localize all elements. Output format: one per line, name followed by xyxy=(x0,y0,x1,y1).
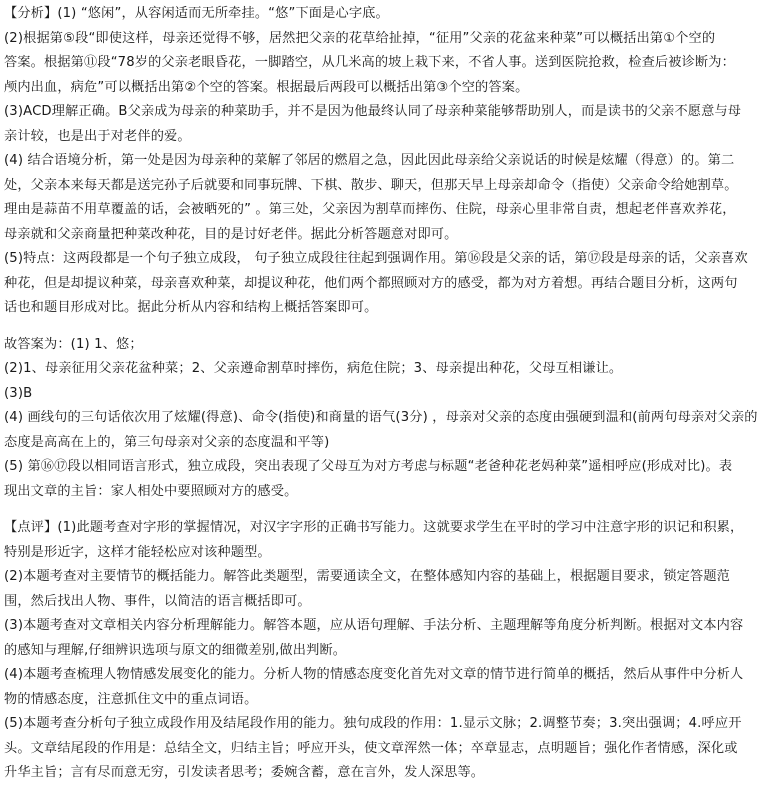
analysis-line: 话也和题目形成对比。据此分析从内容和结构上概括答案即可。 xyxy=(4,300,378,315)
answer-line: (5) 第⑯⑰段以相同语言形式，独立成段，突出表现了父母互为对方考虑与标题“老爸种花老妈种菜”遥相呼应(形成对比)。表 xyxy=(4,459,733,474)
comment-line: (5)本题考查分析句子独立成段作用及结尾段作用的能力。独句成段的作用：1.显示文脉；2.调整节奏；3.突出强调；4.呼应开 xyxy=(4,716,742,731)
analysis-line: 处，父亲本来每天都是送完孙子后就要和同事玩牌、下棋、散步、聊天，但那天早上母亲却命令（指使）父亲命令给她割草。 xyxy=(4,177,738,193)
analysis-line: 种花，但是却提议种菜，母亲喜欢种菜，却提议种花，他们两个都照顾对方的感受，都为对方着想。再结合题目分析，这两句 xyxy=(4,275,738,291)
analysis-line: 母亲就和父亲商量把种菜改种花，目的是讨好老伴。据此分析答题意对即可。 xyxy=(4,226,458,242)
answer-line: 态度是高高在上的，第三句母亲对父亲的态度温和平等) xyxy=(4,434,330,450)
analysis-line: (4) 结合语境分析，第一处是因为母亲种的菜解了邻居的燃眉之急，因此因此母亲给父亲说话的时候是炫耀（得意）的。第二 xyxy=(4,153,735,168)
comment-line: 物的情感态度，注意抓住文中的重点词语。 xyxy=(4,691,258,707)
comment-line: 升华主旨；言有尽而意无穷，引发读者思考；委婉含蓄，意在言外，发人深思等。 xyxy=(4,765,485,780)
section-spacer xyxy=(4,321,774,333)
comment-line: 头。文章结尾段的作用是：总结全文，归结主旨；呼应开头，使文章浑然一体；卒章显志，点明题旨；强化作者情感，深化或 xyxy=(4,740,738,756)
answer-line: (4) 画线句的三句话依次用了炫耀(得意)、命令(指使)和商量的语气(3分) ，母亲对父亲的态度由强硬到温和(前两句母亲对父亲的 xyxy=(4,410,758,425)
analysis-line: 颅内出血，病危”可以概括出第②个空的答案。根据最后两段可以概括出第③个空的答案。 xyxy=(4,79,529,95)
answer-line: 现出文章的主旨：家人相处中要照顾对方的感受。 xyxy=(4,483,298,499)
answer-section xyxy=(4,333,774,505)
analysis-section xyxy=(4,2,774,321)
comment-section xyxy=(4,516,774,786)
analysis-line: 亲计较，也是出于对老伴的爱。 xyxy=(4,128,191,144)
section-spacer xyxy=(4,504,774,516)
comment-line: 【点评】(1)此题考查对字形的掌握情况，对汉字字形的正确书写能力。这就要求学生在平时的学习中注意字形的识记和积累， xyxy=(4,520,744,535)
analysis-line: (5)特点：这两段都是一个句子独立成段， 句子独立成段往往起到强调作用。第⑯段是父亲的话，第⑰段是母亲的话，父亲喜欢 xyxy=(4,251,748,266)
analysis-line: 理由是蒜苗不用草覆盖的话，会被晒死的” 。第三处，父亲因为割草而摔伤、住院，母亲心里非常自责，想起老伴喜欢养花， xyxy=(4,202,736,217)
comment-line: (3)本题考查对文章相关内容分析理解能力。解答本题，应从语句理解、手法分析、主题理解等角度分析判断。根据对文本内容 xyxy=(4,618,744,633)
analysis-line: (2)根据第⑤段“即使这样，母亲还觉得不够，居然把父亲的花草给扯掉，“征用”父亲的花盆来种菜”可以概括出第①个空的 xyxy=(4,30,716,46)
analysis-line: (3)ACD理解正确。B父亲成为母亲的种菜助手，并不是因为他最终认同了母亲种菜能够帮助别人，而是读书的父亲不愿意与母 xyxy=(4,104,742,119)
answer-line: (2)1、母亲征用父亲花盆种菜；2、父亲遵命割草时摔伤，病危住院；3、母亲提出种花，父母互相谦让。 xyxy=(4,361,623,376)
comment-line: 的感知与理解,仔细辨识选项与原文的细微差别,做出判断。 xyxy=(4,642,347,658)
answer-line: (3)B xyxy=(4,385,33,401)
comment-line: (2)本题考查对主要情节的概括能力。解答此类题型，需要通读全文，在整体感知内容的基础上，根据题目要求，锁定答题范 xyxy=(4,569,731,584)
answer-line: 故答案为：(1) 1、悠； xyxy=(4,336,143,352)
comment-line: 特别是形近字，这样才能轻松应对该种题型。 xyxy=(4,544,271,560)
comment-line: (4)本题考查梳理人物情感发展变化的能力。分析人物的情感态度变化首先对文章的情节进行简单的概括，然后从事件中分析人 xyxy=(4,667,744,682)
analysis-line: 答案。根据第⑪段“78岁的父亲老眼昏花，一脚踏空，从几米高的坡上栽下来，不省人事。送到医院抢救，检查后被诊断为： xyxy=(4,55,735,70)
comment-line: 围，然后找出人物、事件，以简洁的语言概括即可。 xyxy=(4,593,311,609)
analysis-line: 【分析】(1) “悠闲”，从容闲适而无所牵挂。“悠”下面是心字底。 xyxy=(4,6,389,21)
